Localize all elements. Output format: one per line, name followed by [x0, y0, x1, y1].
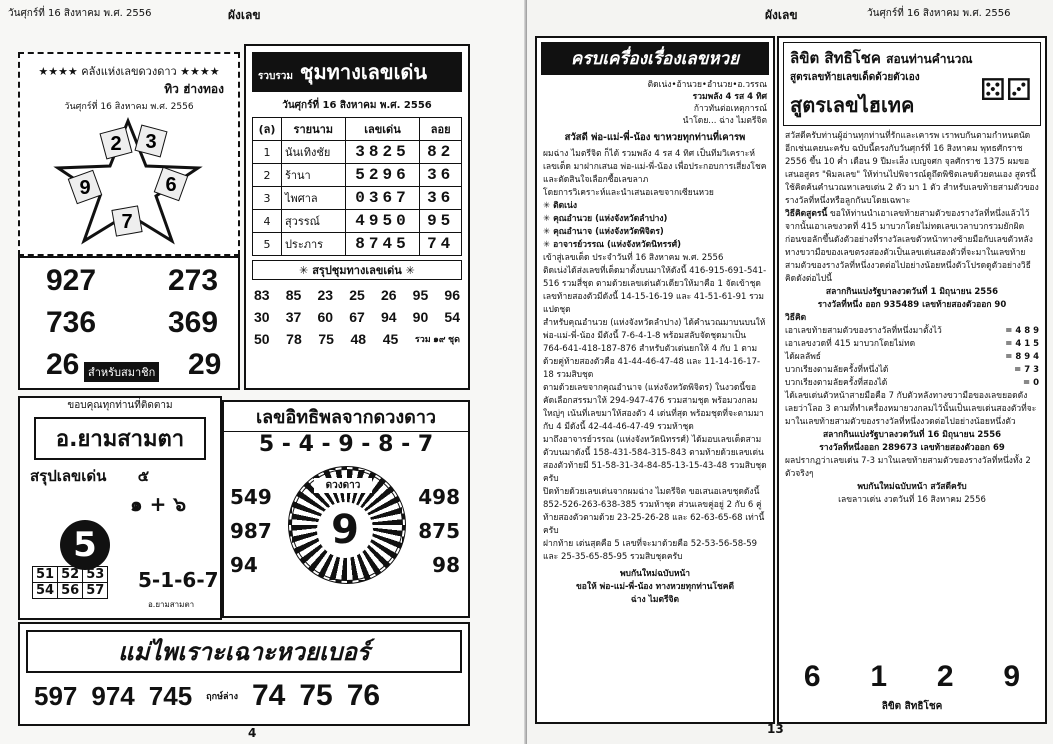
planet-title: เลขอิทธิพลจากดวงดาว — [224, 402, 468, 432]
table-row: 2 ร้านา 5296 36 — [253, 164, 462, 187]
table-row: 1 นันเทิงชัย 3825 82 — [253, 141, 462, 164]
bottom-banner-numbers: 597 974 745 ฤกษ์ล่าง 74 75 76 — [34, 679, 381, 712]
ajarn-name: อ.ยามสามตา — [34, 417, 206, 460]
planet-center-label: ดวงดาว — [314, 478, 372, 493]
star-num-3: 3 — [145, 131, 157, 153]
calc-list: เอาเลขท้ายสามตัวของรางวัลที่หนึ่งมาตั้งไว้ = 4 8 9 เอาเลขงวดที่ 415 มาบวกโดยไม่ทด = 4 1 5 ได้ผลลัพธ์ = 8 9 4 บวกเรียงตามลัยครั้งที่หนึ่งได้ = 7 3 บวกเรียงตามลัยครั้งที่สองได้ = 0 — [785, 326, 1039, 388]
summary-number-grid: 83 85 23 25 26 95 96 30 37 60 67 94 90 54 50 78 75 48 45 รวม ๑๙ ชุด — [254, 287, 460, 347]
summary-subtitle: ✳ สรุปชุมทางเลขเด่น ✳ — [252, 260, 462, 280]
star-box-title: ★★★★ คลังแห่งเลขดวงดาว ★★★★ — [38, 65, 220, 78]
lottery-subtitle: สวัสดี พ่อ-แม่-พี่-น้อง ขาหวยทุกท่านที่เคารพ — [564, 132, 746, 143]
ajarn-summary: สรุปเลขเด่น ๕ — [30, 467, 150, 485]
member-label: สำหรับสมาชิก — [84, 362, 159, 382]
star-box-author: ทิว ฮ่างทอง — [164, 82, 224, 96]
planet-center-digit: 9 — [317, 502, 373, 558]
formula-body: สวัสดีครับท่านผู้อ่านทุกท่านที่รักและเคารพ เราพบกันตามกำหนดนัดอีกเช่นเคยนะครับ ฉบับนี้ตรงกับวันศุกร์ที่ 16 สิงหาคม พุทธศักราช 2556 ขึ้น 10 ค่ำ เดือน 9 ปีมะเส็ง เบญจศก จุลศักราช 1375 ผมขอเสนอสูตร "พิมลเลข" ให้ท่านไปพิจารณ์ดูถึดพิชิตเลขด้วยตนเอง สูตรนี้ใช้คิดค้นคำนวณหาเลขเด่น 2 ตัว มา 1 ตัว สำหรับเลขท้ายสามตัวของรางวัลที่หนึ่งหรือลูกกันบโดยเฉพาะ วิธีคิดสูตรนี้ ขอให้ท่านนำเอาเลขท้ายสามตัวของรางวัลที่หนึ่งแล้วไว้ จากนั้นเอาเลขงวดที่ 415 มาบวกโดยไม่ทดเลขเวลาบวกรวมยักผิดก่อนขอลักขึ้นดังตัวอย่างที่รางวัลเลขตัวหน้าทางซ้ายมือกับเลขตัวหลังทางขวามือของเลขตรงสองตัวเป็นเลขเด่นสองตัวที่จะมาในเลขท้ายสามตัวของรางวัลที่หนึ่งงวดต่อไปอย่างน้อยหนึ่งตัวโปรดดูตัวอย่างวิธีคิดดังต่อไปนี้ สลากกินแบ่งรัฐบาลงวดวันที่ 1 มิถุนายน 2556 รางวัลที่หนึ่ง ออก 935489 เลขท้ายสองตัวออก 90 วิธีคิด เอาเลขท้ายสามตัวของรางวัลที่หนึ่งมาตั้งไว้ = 4 8 9 เอาเลขงวดที่ 415 มาบวกโดยไม่ทด = 4 1 5 ได้ผลลัพธ์ = 8 9 4 บวกเรียงตามลัยครั้งที่หนึ่งได้ = 7 3 บวกเรียงตามลัยครั้งที่สองได้ = 0 ได้เลขเด่นตัวหน้าสายมือคือ 7 กับตัวหลังทางขวามือของเลขยอดดังเลยว่าโลอ 3 ตามที่ทำเครื่องหมายวงกลมไว้นั้นเป็นเลขเด่นสองตัวที่จะมาในเลขท้ายสามตัวของรางวัลที่หนึ่งงวดต่อไปอย่างน้อยหนึ่งตัว สลากกินแบ่งรัฐบาลงวดวันที่ 16 มิถุนายน 2556 รางวัลที่หนึ่งออก 289673 เลขท้ายสองตัวออก 69 ผลปรากฏว่าเลขเด่น 7-3 มาในเลขท้ายสามตัวของรางวัลที่หนึ่งทั้ง 2 ตัวจริงๆ พบกันใหม่ฉบับหน้า สวัสดีครับ เลขลาวเด่น งวดวันที่ 16 สิงหาคม 2556 — [785, 131, 1039, 505]
star-num-7: 7 — [121, 211, 133, 233]
star-num-2: 2 — [110, 133, 122, 155]
ajarn-thanks: ขอบคุณทุกท่านที่ติดตาม — [67, 400, 173, 411]
planet-box — [222, 400, 470, 618]
star-num-6: 6 — [165, 174, 177, 196]
big-num-369: 369 — [168, 306, 219, 339]
right-header-brand: ผังเลข — [765, 8, 798, 22]
th-no: (ล) — [253, 118, 282, 141]
table-row: 5 ประภาร 8745 74 — [253, 233, 462, 256]
ajarn-grid: 51 52 53 54 56 57 — [32, 566, 108, 599]
lottery-column — [535, 36, 775, 724]
bottom-banner-box — [18, 622, 470, 726]
lottery-banner: ครบเครื่องเรื่องเลขหวย — [541, 42, 769, 75]
planet-sun-graphic — [288, 466, 406, 584]
summary-date: วันศุกร์ที่ 16 สิงหาคม พ.ศ. 2556 — [282, 100, 432, 111]
formula-sub: สูตรเลขท้ายเลขเด็ดด้วยตัวเอง — [790, 72, 920, 83]
th-name: รายนาม — [281, 118, 345, 141]
ajarn-big-digit: 5 — [60, 520, 110, 570]
left-page-number: 4 — [248, 726, 257, 740]
dice-icon: ⚄⚂ — [979, 73, 1032, 108]
ajarn-box — [18, 396, 222, 620]
star-box-date: วันศุกร์ที่ 16 สิงหาคม พ.ศ. 2556 — [64, 102, 194, 112]
planet-right-col: 498 875 98 — [418, 485, 460, 577]
ajarn-sign: อ.ยามสามตา — [148, 600, 195, 609]
big-num-736: 736 — [46, 306, 97, 339]
right-header-date: วันศุกร์ที่ 16 สิงหาคม พ.ศ. 2556 — [867, 8, 1011, 19]
left-page — [0, 0, 526, 744]
star-graphic — [48, 116, 208, 246]
big-num-927: 927 — [46, 264, 97, 297]
summary-table-box — [244, 44, 470, 390]
right-page-number: 13 — [767, 722, 784, 736]
big-numbers-box — [18, 256, 240, 390]
final-digits: 6 1 2 9 — [803, 660, 1021, 693]
left-header-brand: ผังเลข — [228, 8, 261, 22]
lottery-promo: ติดเน่ง•อ้านวย•อำนวย•อ.วรรณ รวมพลัง 4 รส 4 ทิศ ก้าวทันต่อเหตุการณ์ นำโดย... ฉ่าง ไมตรีจิต — [647, 80, 767, 126]
big-num-29: 29 — [188, 348, 222, 381]
star-box — [18, 52, 240, 256]
th-loi: ลอย — [420, 118, 462, 141]
summary-table — [252, 117, 462, 256]
star-num-9: 9 — [79, 177, 91, 199]
lottery-footer: พบกันใหม่ฉบับหน้า ขอให้ พ่อ-แม่-พี่-น้อง ทางหวยทุกท่านโชคดี ฉ่าง ไมตรีจิต — [576, 569, 734, 605]
summary-banner: รวบรวม ชุมทางเลขเด่น — [252, 52, 462, 92]
formula-column — [777, 36, 1047, 724]
table-row: 3 ไพศาล 0367 36 — [253, 187, 462, 210]
bottom-banner-title: แม่ไพเราะเฉาะหวยเบอร์ — [26, 630, 462, 673]
formula-header — [783, 42, 1041, 126]
th-digits: เลขเด่น — [345, 118, 420, 141]
formula-title: สูตรเลขไฮเทค — [790, 93, 915, 117]
ajarn-eq: ๑ + ๖ — [130, 492, 187, 516]
ajarn-seq: 5-1-6-7 — [138, 568, 219, 592]
planet-seq: 5 - 4 - 9 - 8 - 7 — [258, 432, 434, 457]
big-num-26: 26 — [46, 348, 80, 381]
formula-author: ลิขิต สิทธิโชค สอนท่านคำนวณ — [790, 49, 973, 67]
table-row: 4 สุวรรณ์ 4950 95 — [253, 210, 462, 233]
formula-sign: ลิขิต สิทธิโชค — [881, 701, 943, 712]
lottery-bullets: ✳ ติดเน่ง ✳ คุณอำนวย (แห่งจังหวัดลำปาง) ✳ คุณอำนาจ (แห่งจังหวัดพิจิตร) ✳ อาจารย์วรรณ (แห่งจังหวัดนิทรรศ์) — [543, 201, 681, 250]
left-header-date: วันศุกร์ที่ 16 สิงหาคม พ.ศ. 2556 — [8, 8, 152, 19]
lottery-body: ผมฉ่าง ไมตรีจิต ก็ได้ รวมพลัง 4 รส 4 ทิศ เป็นทีมวิเคราะห์เลขเด็ด มาฝากเสนอ พ่อ-แม่-พี่-น้อง เพื่อประกอบการเสี่ยงโชคและตัดสินใจเลือกซื้อเลขลาภ โดยการวิเคราะห์และนำเสนอเลขจากเซียนหวย ✳ ติดเน่ง ✳ คุณอำนวย (แห่งจังหวัดลำปาง) ✳ คุณอำนาจ (แห่งจังหวัดพิจิตร) ✳ อาจารย์วรรณ (แห่งจังหวัดนิทรรศ์) เข้าสู่เลขเด็ด ประจำวันที่ 16 สิงหาคม พ.ศ. 2556 ติดเน่งได้ส่งเลขที่เด็ดมาตั้งบนมาให้ดังนี้ 416-915-691-541-516 รวมสี่ชุด ตามด้วยเลขเด่นตัวเดียวให้มาคือ 1 จัดเข้าชุดเลขท้ายสองตัวมีดังนี้ 14-15-16-19 และ 41-51-61-91 รวมแปดชุด สำหรับคุณอำนวย (แห่งจังหวัดลำปาง) ได้คำนวณมาบนบนให้ พ่อ-แม่-พี่-น้อง มีดังนี้ 7-6-4-1-8 พร้อมสลับจัดชุดมาเป็น 764-641-418-187-876 สำหรับตัวเด่นยกให้ 4 กับ 1 ตามด้วยคู่ท้ายสองตัวคือ 41-44-46-47-48 และ 11-14-16-17-18 รวมสิบชุด ตามด้วยเลขจากคุณอำนาจ (แห่งจังหวัดพิจิตร) ในงวดนี้ขอคัดเลือกสรรมาให้ 294-947-476 รวมสามชุด พร้อมวงกลมใหญ่ๆ เน้นที่เลขมาให้สองตัว 4 เด่นที่สุด พร้อมชุดที่จะตามมากับ 4 มีดังนี้ 42-44-46-47-49 รวมห้าชุด มาถึงอาจารย์วรรณ (แห่งจังหวัดนิทรรศ์) ได้มอบเลขเด็ดสามตัวบนมาดังนี้ 158-431-584-315-843 ตามท้ายด้วยเลขเด่นสองตัวท้ายมี 51-58-31-34-84-85-13-15-43-48 รวมสิบชุดครับ ปิดท้ายด้วยเลขเด่นจากผมฉ่าง ไมตรีจิต ขอเสนอเลขชุดดังนี้ 852-526-263-638-385 รวมห้าชุด ส่วนเลขคู่อยู่ 2 กับ 6 คู่ท้ายสองตัวตามด้วย 23-25-26-28 และ 62-63-65-68 เท่านี้ครับ ฝากท้าย เด่นสุดคือ 5 เลขที่จะมาด้วยคือ 52-53-56-58-59 และ 25-35-65-85-95 รวมสิบชุดครับ พบกันใหม่ฉบับหน้า ขอให้ พ่อ-แม่-พี่-น้อง ทางหวยทุกท่านโชคดี ฉ่าง ไมตรีจิต — [543, 149, 767, 605]
planet-left-col: 549 987 94 — [230, 485, 272, 577]
right-page — [527, 0, 1053, 744]
big-num-273: 273 — [168, 264, 219, 297]
